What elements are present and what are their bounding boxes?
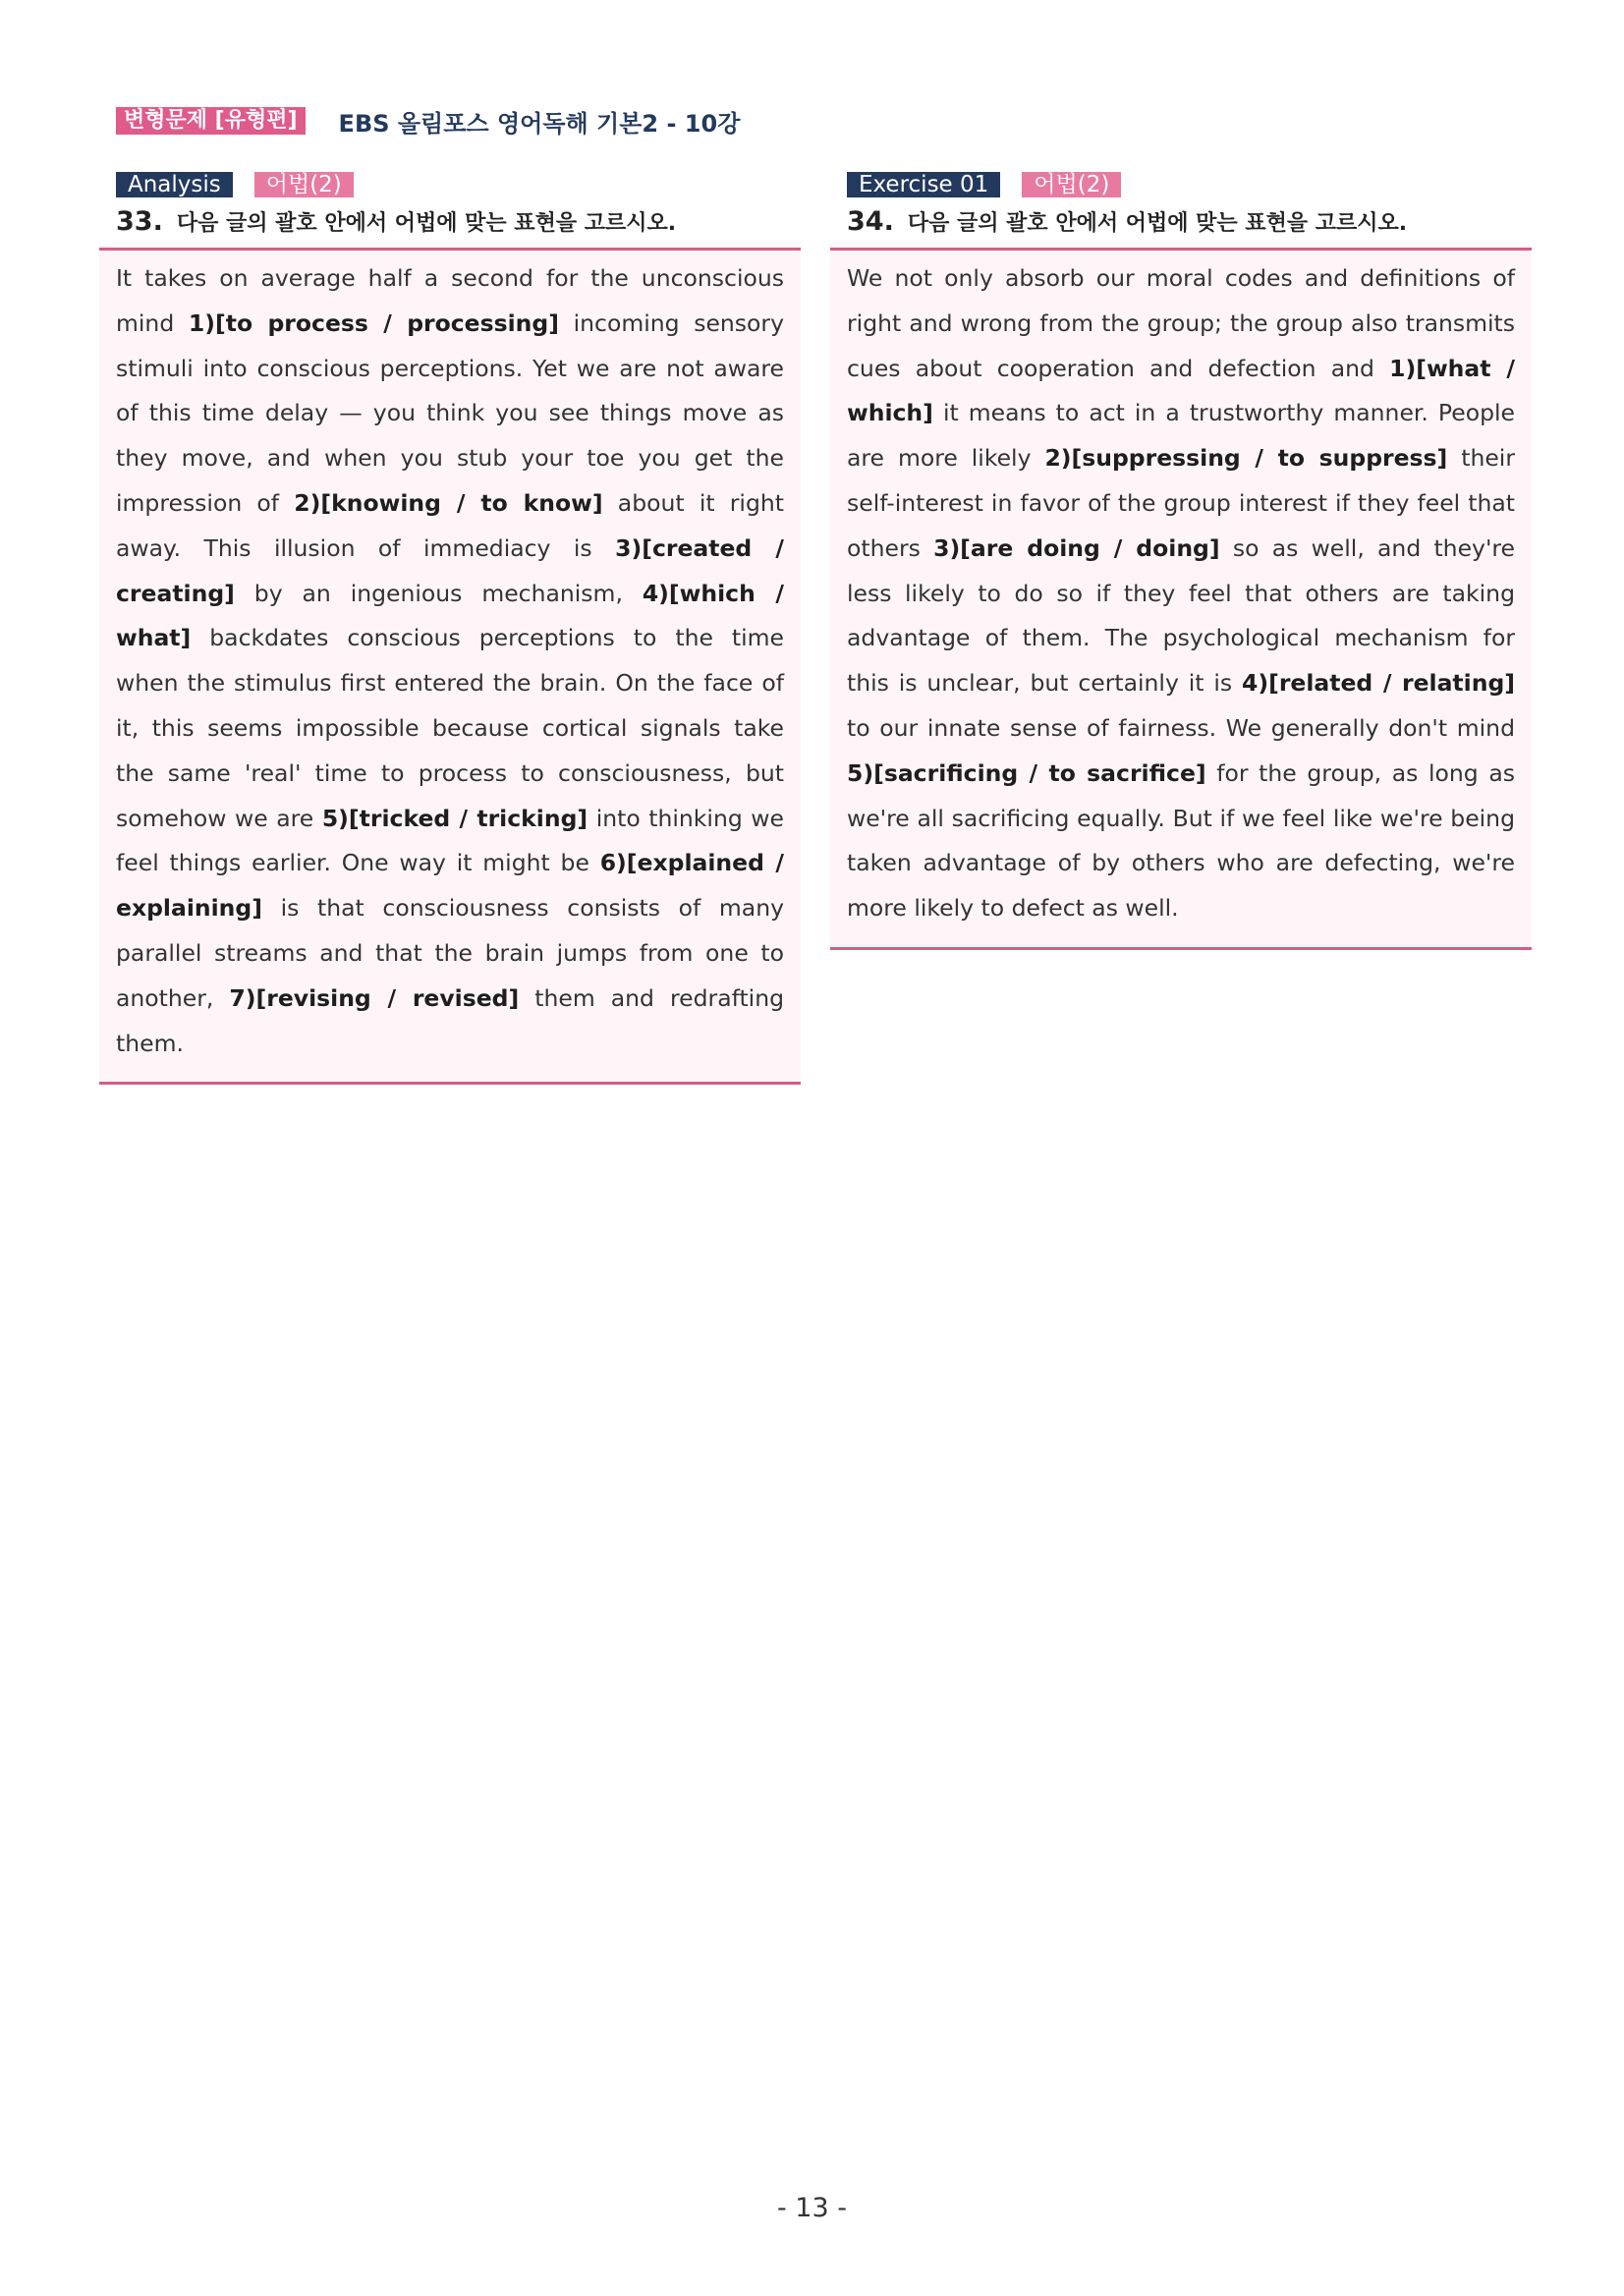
answer-choice: 6)[explained / explaining]	[116, 849, 784, 923]
grammar-tag: 어법(2)	[254, 172, 354, 197]
passage-box	[99, 248, 801, 1085]
passage-segment: backdates conscious perceptions to the time when the stimulus first entered the brain. On the face of it, this seems impossible because cortical signals take the same 'real' time to process to consciousness, but somehow we are	[116, 624, 784, 832]
passage-segment: into thinking we feel things earlier. One way it might be	[116, 804, 784, 877]
answer-choice: 2)[knowing / to know]	[294, 488, 603, 517]
passage-segment: It takes on average half a second for the unconscious mind	[116, 264, 784, 337]
passage-segment: by an ingenious mechanism,	[234, 579, 643, 607]
passage-text	[847, 256, 1515, 931]
passage-segment: for the group, as long as we're all sacrificing equally. But if we feel like we're being taken advantage of by others who are defecting, we're more likely to defect as well.	[847, 758, 1515, 923]
category-tag: 변형문제 [유형편]	[116, 107, 306, 135]
question-text: 다음 글의 괄호 안에서 어법에 맞는 표현을 고르시오.	[176, 211, 677, 236]
page-number: - 13 -	[776, 2193, 847, 2223]
passage-segment: so as well, and they're less likely to do so if they feel that others are taking advantage of them. The psychological mechanism for this is unclear, but certainly it is	[847, 533, 1516, 698]
answer-choice: 1)[to process / processing]	[188, 308, 559, 337]
passage-box	[830, 248, 1532, 950]
question-text: 다음 글의 괄호 안에서 어법에 맞는 표현을 고르시오.	[907, 211, 1408, 236]
analysis-tag: Analysis	[116, 172, 233, 197]
analysis-labels	[99, 171, 801, 198]
answer-choice: 5)[sacrificing / to sacrifice]	[847, 758, 1206, 787]
answer-choice: 4)[related / relating]	[1241, 669, 1516, 698]
exercise-tag: Exercise 01	[847, 172, 1000, 197]
question-line	[99, 206, 801, 244]
passage-segment: We not only absorb our moral codes and definitions of right and wrong from the group; the group also transmits cues about cooperation and defection and	[847, 264, 1515, 382]
answer-choice: 3)[are doing / doing]	[933, 533, 1220, 562]
passage-text	[116, 256, 784, 1066]
analysis-column	[99, 171, 801, 1085]
header-title: EBS 올림포스 영어독해 기본2 - 10강	[338, 109, 741, 138]
answer-choice: 5)[tricked / tricking]	[321, 804, 588, 832]
passage-segment: their self-interest in favor of the group interest if they feel that others	[847, 444, 1515, 562]
question-line	[830, 206, 1532, 244]
exercise-labels	[830, 171, 1532, 198]
passage-segment: about it right away. This illusion of immediacy is	[116, 488, 784, 562]
passage-segment: incoming sensory stimuli into conscious perceptions. Yet we are not aware of this time delay — you think you see things move as they move, and when you stub your toe you get the impression of	[116, 308, 784, 517]
passage-segment: it means to act in a trustworthy manner. People are more likely	[847, 399, 1515, 473]
answer-choice: 1)[what / which]	[847, 354, 1515, 427]
exercise-column	[830, 171, 1532, 950]
passage-segment: them and redrafting them.	[116, 983, 785, 1057]
passage-segment: to our innate sense of fairness. We generally don't mind	[847, 713, 1515, 742]
question-number: 33.	[116, 206, 163, 237]
question-number: 34.	[847, 206, 894, 237]
answer-choice: 3)[created / creating]	[116, 533, 784, 607]
passage-segment: is that consciousness consists of many parallel streams and that the brain jumps from one to another,	[116, 894, 784, 1012]
page-header	[116, 106, 740, 136]
answer-choice: 4)[which / what]	[116, 579, 784, 652]
answer-choice: 7)[revising / revised]	[229, 983, 520, 1012]
grammar-tag: 어법(2)	[1022, 172, 1121, 197]
answer-choice: 2)[suppressing / to suppress]	[1044, 444, 1448, 473]
